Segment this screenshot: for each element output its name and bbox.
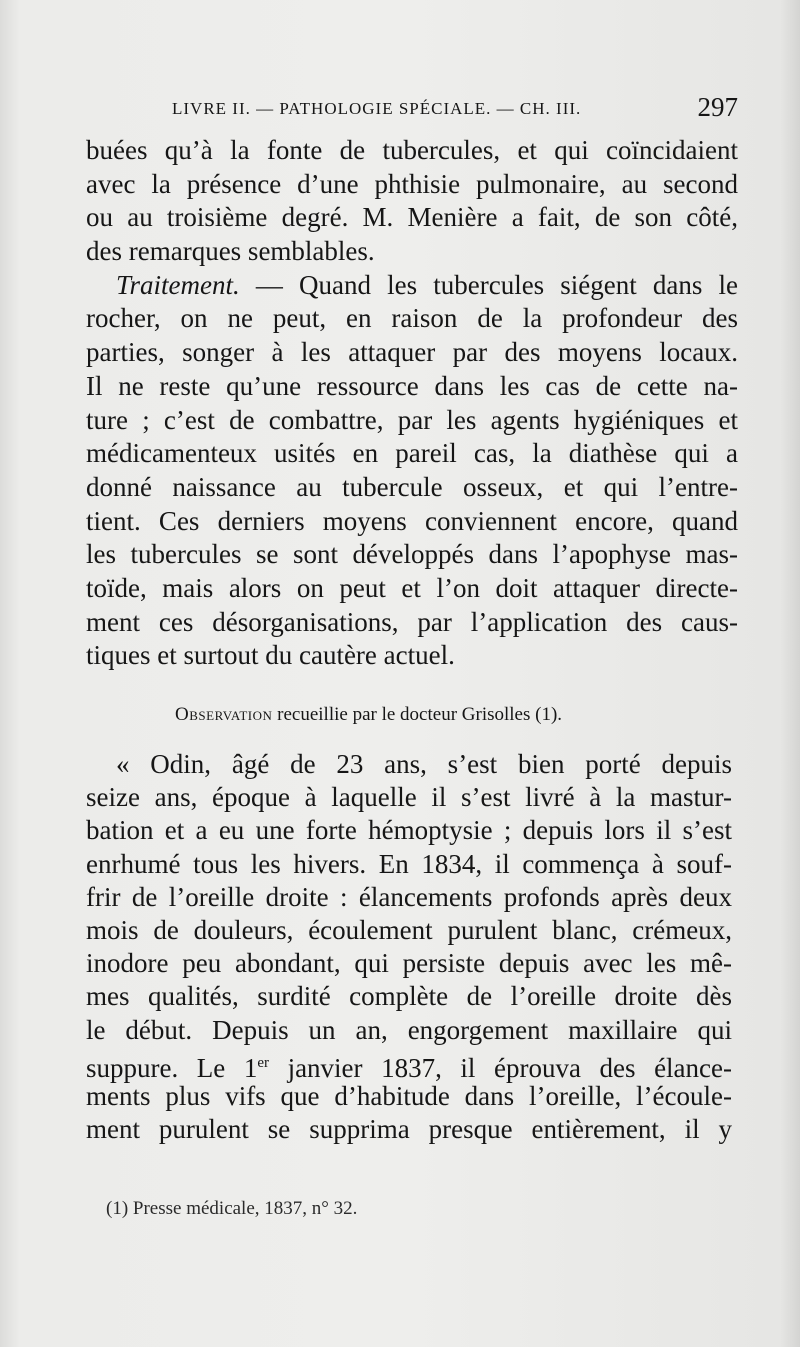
observation-label: Observation (175, 704, 273, 725)
main-text (86, 134, 738, 673)
treatment-label: Traitement. (116, 269, 240, 300)
text-line: enrhumé tous les hivers. En 1834, il commença à souf- (86, 848, 732, 879)
running-head: LIVRE II. — PATHOLOGIE SPÉCIALE. — CH. III. (172, 99, 582, 118)
text-line: le début. Depuis un an, engorgement maxillaire qui (86, 1014, 732, 1045)
text-line: médicamenteux usités en pareil cas, la diathèse qui a (86, 438, 738, 469)
text-line: buées qu’à la fonte de tubercules, et qui coïncidaient (86, 135, 738, 165)
text-line: rocher, on ne peut, en raison de la profondeur des (86, 303, 738, 334)
text-line: ou au troisième degré. M. Menière a fait, de son côté, (86, 202, 738, 233)
text-line: inodore peu abondant, qui persiste depuis avec les mê- (86, 948, 732, 979)
text-line: « Odin, âgé de 23 ans, s’est bien porté depuis (116, 749, 732, 779)
text-line: toïde, mais alors on peut et l’on doit attaquer directe- (86, 572, 738, 603)
text-line: tiques et surtout du cautère actuel. (86, 640, 455, 671)
text-line: mois de douleurs, écoulement purulent blanc, crémeux, (86, 914, 732, 945)
text-line: avec la présence d’une phthisie pulmonaire, au second (86, 168, 738, 199)
text-line: les tubercules se sont développés dans l’apophyse mas- (86, 539, 738, 570)
treatment-first-line-rest: — Quand les tubercules siégent dans le (255, 269, 738, 300)
text-line: mes qualités, surdité complète de l’oreille droite dès (86, 981, 732, 1012)
text-line: tient. Ces derniers moyens conviennent encore, quand (86, 505, 738, 536)
text-line: seize ans, époque à laquelle il s’est livré à la mastur- (86, 782, 732, 813)
text-line: parties, songer à les attaquer par des moyens locaux. (86, 337, 738, 368)
text-line: ture ; c’est de combattre, par les agents hygiéniques et (86, 404, 738, 435)
page-header (172, 92, 738, 126)
text-line: bation et a eu une forte hémoptysie ; depuis lors il s’est (86, 815, 732, 846)
treatment-first-line (86, 269, 738, 303)
footnote: (1) Presse médicale, 1837, n° 32. (106, 1198, 358, 1219)
page-number: 297 (697, 92, 738, 122)
text-line: des remarques semblables. (86, 236, 375, 267)
text-line: ment ces désorganisations, par l’application des caus- (86, 606, 738, 637)
observation-heading (175, 704, 635, 726)
observation-text (86, 748, 732, 1146)
text-line: donné naissance au tubercule osseux, et qui l’entre- (86, 471, 738, 502)
text-line: ments plus vifs que d’habitude dans l’oreille, l’écoule- (86, 1080, 732, 1111)
text-line: ment purulent se supprima presque entièrement, il y (86, 1114, 732, 1145)
text-line: frir de l’oreille droite : élancements profonds après deux (86, 881, 732, 912)
observation-heading-rest: recueillie par le docteur Grisolles (1). (277, 704, 563, 725)
text-line: suppure. Le 1er janvier 1837, il éprouva des élance- (86, 1052, 732, 1083)
text-line: Il ne reste qu’une ressource dans les cas de cette na- (86, 370, 738, 401)
